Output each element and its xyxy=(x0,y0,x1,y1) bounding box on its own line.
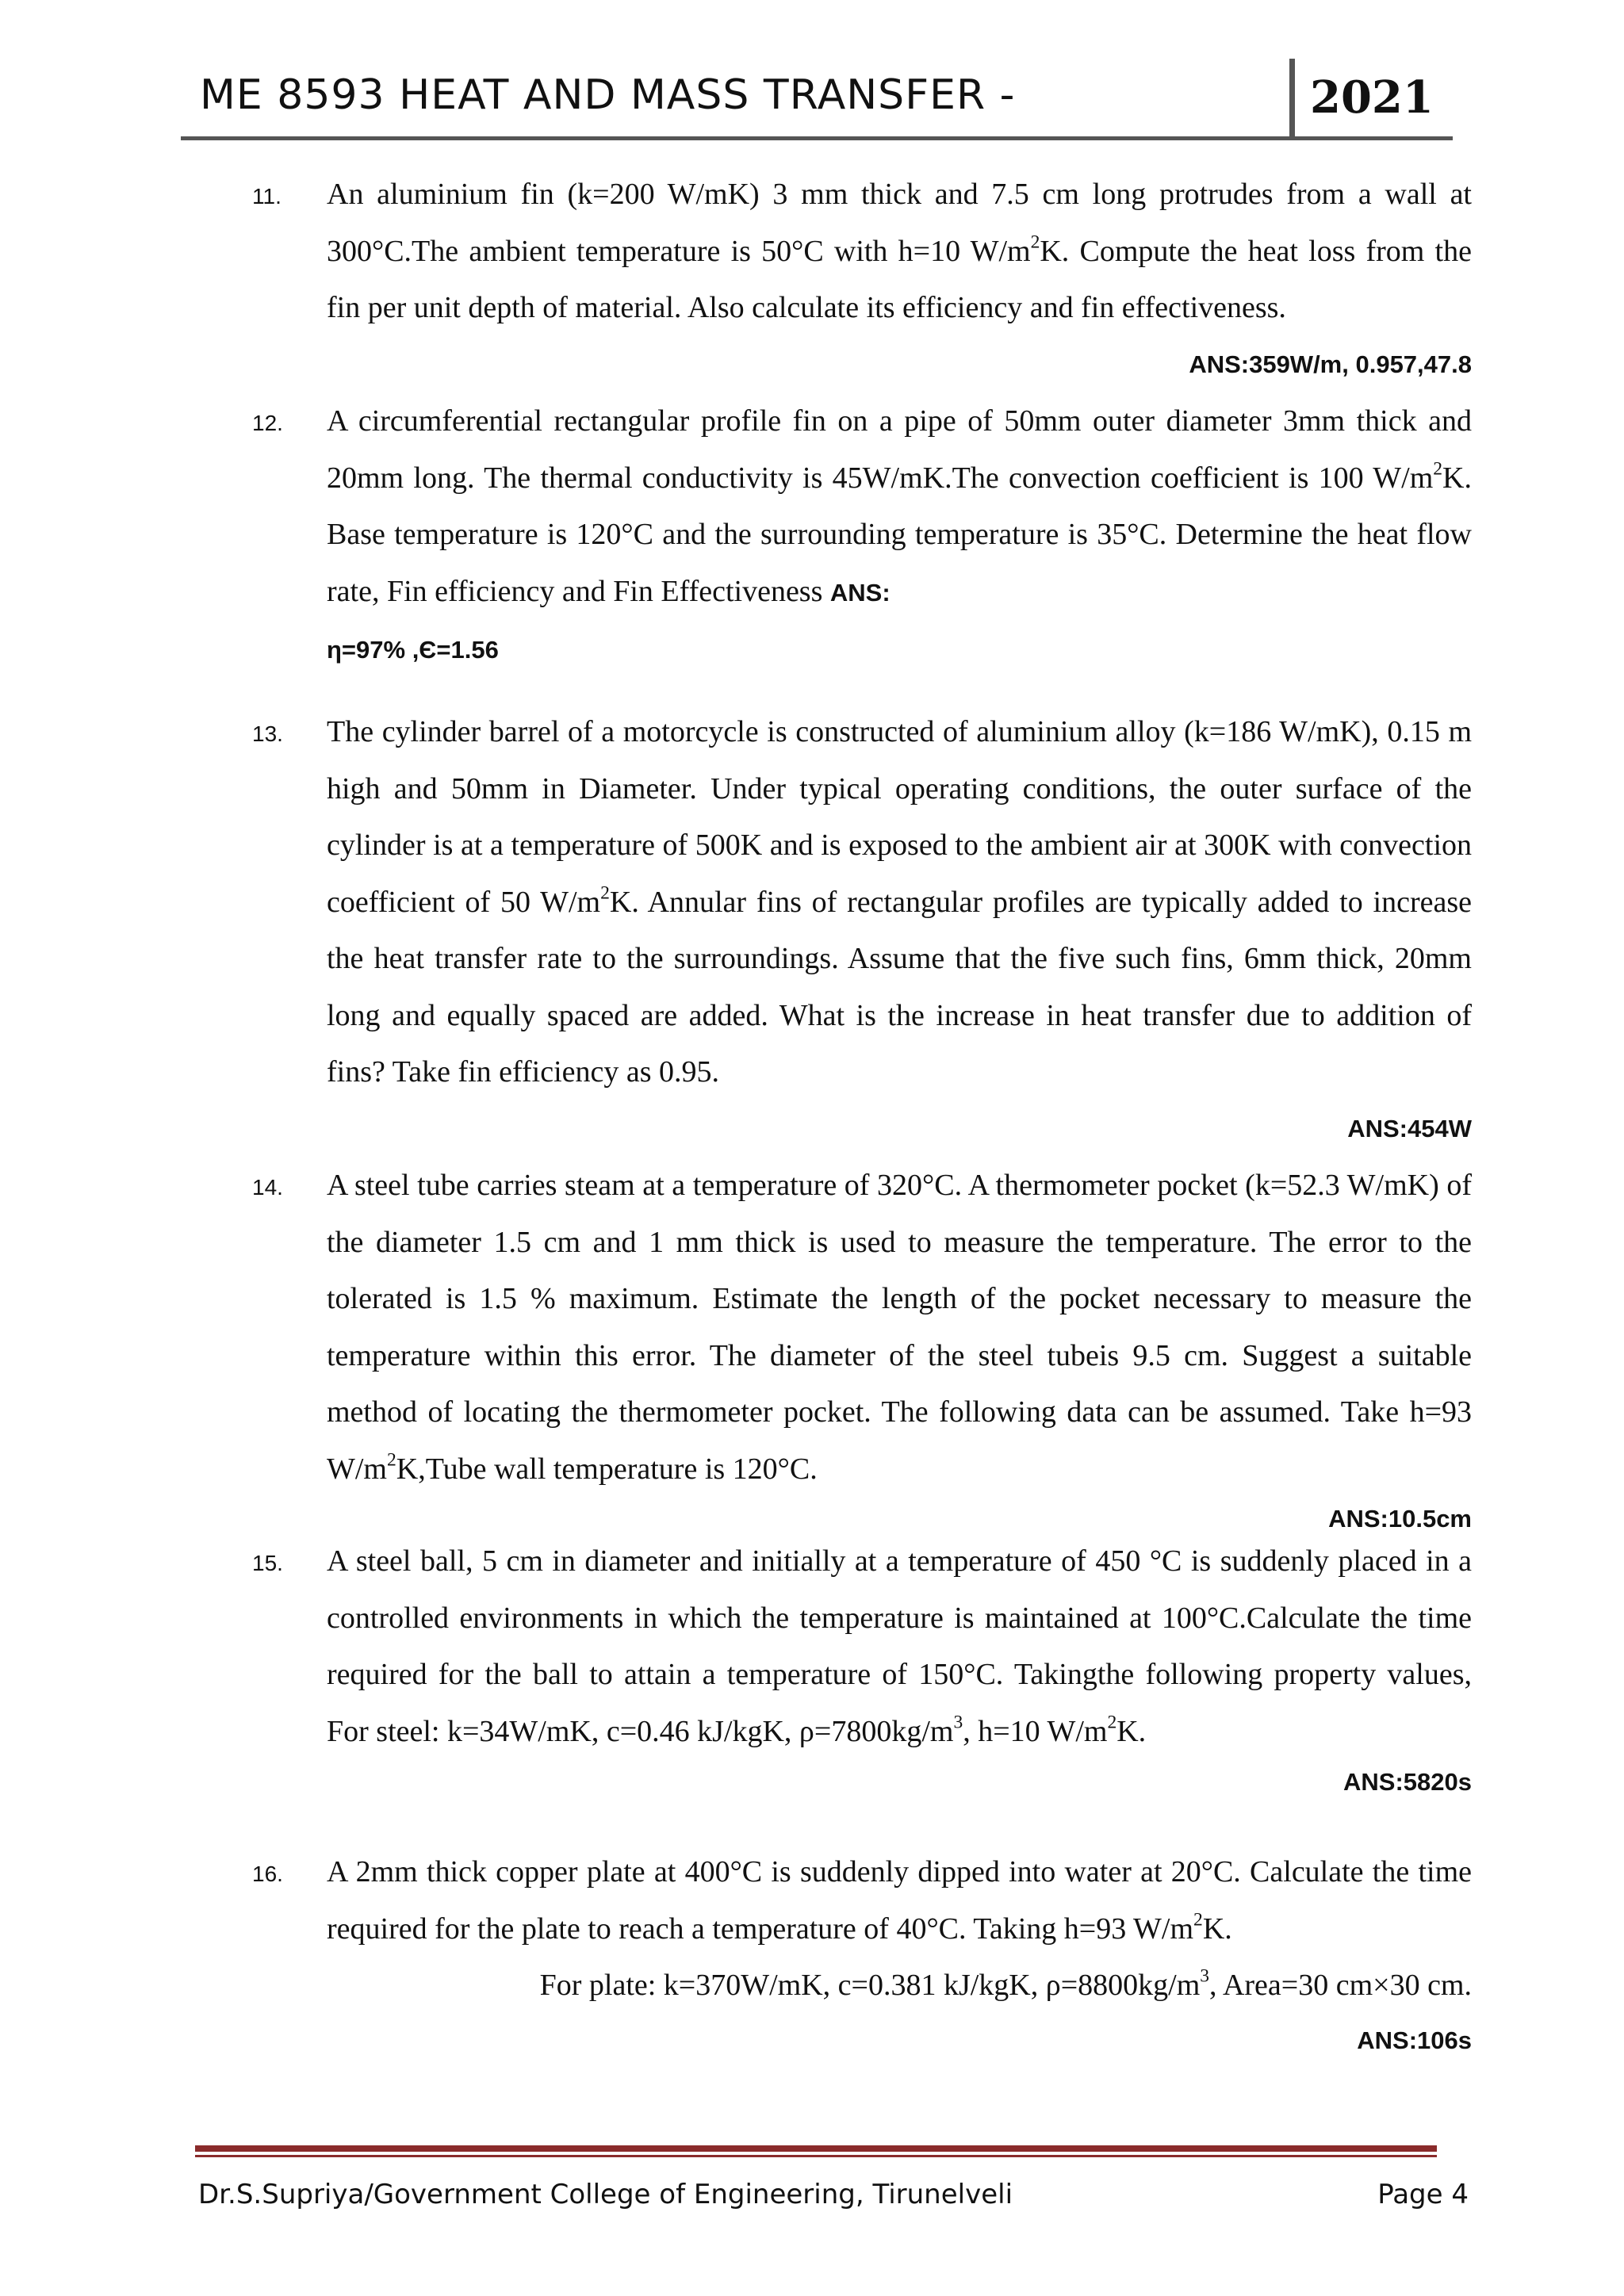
answer: ANS:106s xyxy=(1357,2026,1472,2054)
page-number: Page 4 xyxy=(1377,2179,1469,2210)
problem-number: 12. xyxy=(252,411,283,435)
problem-number: 15. xyxy=(252,1551,283,1575)
answer-label: ANS: xyxy=(829,578,891,607)
answer: ANS:454W xyxy=(1347,1115,1472,1142)
problem-text: A steel ball, 5 cm in diameter and initially at a temperature of 450 °C is suddenly placed in a controlled environments in which the temperature is maintained at 100°C.Calculate the time required for the ball to attain a temperature of 150°C. Takingthe following property values, For steel: k=34W/mK, c=0.46 kJ/kgK, $\rho=7800kg/m^3$, h=10 $W/m^2K$. xyxy=(327,1544,1472,1748)
footer-rule-thin xyxy=(195,2155,1437,2157)
problem-text: An aluminium fin (k=200 W/mK) 3 mm thick and 7.5 cm long protrudes from a wall at 300°C.The ambient temperature is 50°C with h=10 $W/m^2K$. Compute the heat loss from the fin per unit depth of material. Also calculate its efficiency and fin effectiveness. xyxy=(327,178,1472,324)
footer-author: Dr.S.Supriya/Government College of Engineering, Tirunelveli xyxy=(198,2179,1013,2210)
problem-number: 11. xyxy=(252,184,282,209)
problem-text: A steel tube carries steam at a temperature of 320°C. A thermometer pocket (k=52.3 W/mK) of the diameter 1.5 cm and 1 mm thick is used to measure the temperature. The error to the tolerated is 1.5 % maximum. Estimate the length of the pocket necessary to measure the temperature within this error. The diameter of the steel tubeis 9.5 cm. Suggest a suitable method of locating the thermometer pocket. The following data can be assumed. Take h=93 $W/m^2K,Tube$ wall temperature is 120°C. xyxy=(327,1169,1472,1486)
answer: ANS:359W/m, 0.957,47.8 xyxy=(1189,350,1472,378)
problem-number: 14. xyxy=(252,1175,283,1200)
problem-text-line2: For plate: k=370W/mK, c=0.381 kJ/kgK, $\rho=8800kg/m^3$, Area=30 cm×30 cm. xyxy=(539,1965,1472,2002)
answer: η=97% ,Є=1.56 xyxy=(327,636,499,664)
answer: ANS:5820s xyxy=(1343,1768,1472,1796)
problem-number: 13. xyxy=(252,721,283,746)
problem-text: A circumferential rectangular profile fin on a pipe of 50mm outer diameter 3mm thick and 20mm long. The thermal conductivity is 45W/mK.The convection coefficient is 100 $W/m^2K$. Base temperature is 120°C and the surrounding temperature is 35°C. Determine the heat flow rate, Fin efficiency and Fin Effectiveness ANS: η=97% ,Є=1.56 xyxy=(327,404,1472,664)
problem-text: The cylinder barrel of a motorcycle is constructed of aluminium alloy (k=186 W/mK), 0.15 m high and 50mm in Diameter. Under typical operating conditions, the outer surface of the cylinder is at a temperature of 500K and is exposed to the ambient air at 300K with convection coefficient of 50 $W/m^2K$. Annular fins of rectangular profiles are typically added to increase the heat transfer rate to the surroundings. Assume that the five such fins, 6mm thick, 20mm long and equally spaced are added. What is the increase in heat transfer due to addition of fins? Take fin efficiency as 0.95. xyxy=(327,715,1473,1089)
header-title: ME 8593 HEAT AND MASS TRANSFER - xyxy=(200,71,1016,119)
problem-text: A 2mm thick copper plate at 400°C is suddenly dipped into water at 20°C. Calculate the time required for the plate to reach a temperature of 40°C. Taking h=93 $W/m^2K$. xyxy=(327,1855,1472,1946)
answer: ANS:10.5cm xyxy=(1328,1505,1472,1533)
problem-number: 16. xyxy=(252,1862,283,1886)
footer-rule xyxy=(195,2145,1437,2152)
header-year: 2021 xyxy=(1310,71,1434,124)
